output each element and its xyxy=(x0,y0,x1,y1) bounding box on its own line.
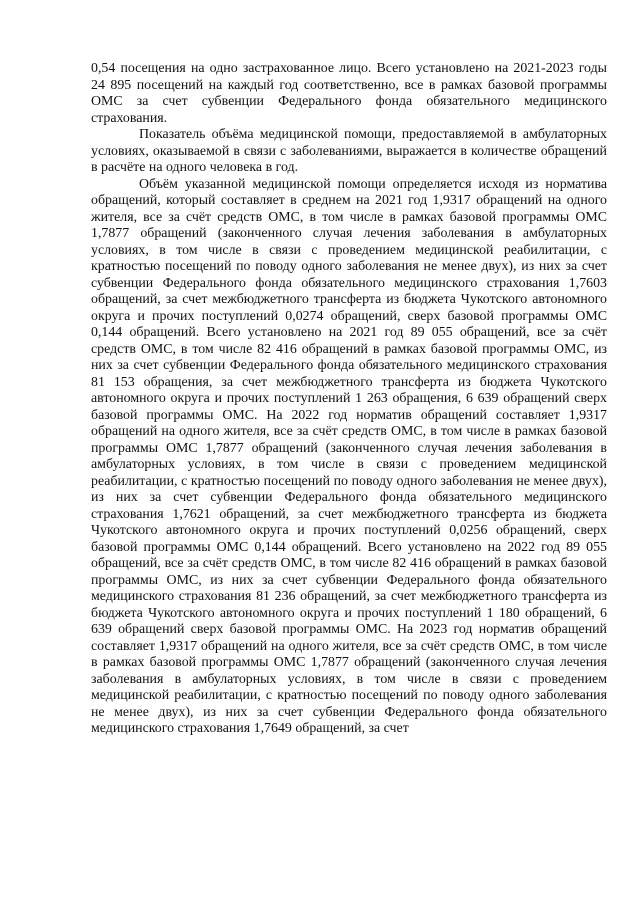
paragraph-3: Объём указанной медицинской помощи определяется исходя из норматива обращений, который составляет в среднем на 2021 год 1,9317 обращений на одного жителя, все за счёт средств ОМС, в том числе в рамках базовой программы ОМС 1,7877 обращений (законченного случая лечения заболевания в амбулаторных условиях, в том числе в связи с проведением медицинской реабилитации, с кратностью посещений по поводу одного заболевания не менее двух), из них за счет субвенции Федерального фонда обязательного медицинского страхования 1,7603 обращений, за счет межбюджетного трансферта из бюджета Чукотского автономного округа и прочих поступлений 0,0274 обращений, сверх базовой программы ОМС 0,144 обращений. Всего установлено на 2021 год 89 055 обращений, все за счёт средств ОМС, в том числе 82 416 обращений в рамках базовой программы ОМС, из них за счет субвенции Федерального фонда обязательного медицинского страхования 81 153 обращения, за счет межбюджетного трансферта из бюджета Чукотского автономного округа и прочих поступлений 1 263 обращения, 6 639 обращений сверх базовой программы ОМС. На 2022 год норматив обращений составляет 1,9317 обращений на одного жителя, все за счёт средств ОМС, в том числе в рамках базовой программы ОМС 1,7877 обращений (законченного случая лечения заболевания в амбулаторных условиях, в том числе в связи с проведением медицинской реабилитации, с кратностью посещений по поводу одного заболевания не менее двух), из них за счет субвенции Федерального фонда обязательного медицинского страхования 1,7621 обращений, за счет межбюджетного трансферта из бюджета Чукотского автономного округа и прочих поступлений 0,0256 обращений, сверх базовой программы ОМС 0,144 обращений. Всего установлено на 2022 год 89 055 обращений, все за счёт средств ОМС, в том числе 82 416 обращений в рамках базовой программы ОМС, из них за счет субвенции Федерального фонда обязательного медицинского страхования 81 236 обращений, за счет межбюджетного трансферта из бюджета Чукотского автономного округа и прочих поступлений 1 180 обращений, 6 639 обращений сверх базовой программы ОМС. На 2023 год норматив обращений составляет 1,9317 обращений на одного жителя, все за счёт средств ОМС, в том числе в рамках базовой программы ОМС 1,7877 обращений (законченного случая лечения заболевания в амбулаторных условиях, в том числе в связи с проведением медицинской реабилитации, с кратностью посещений по поводу одного заболевания не менее двух), из них за счет субвенции Федерального фонда обязательного медицинского страхования 1,7649 обращений, за счет xyxy=(91,176,607,736)
document-body xyxy=(91,61,607,738)
paragraph-1: 0,54 посещения на одно застрахованное лицо. Всего установлено на 2021-2023 годы 24 895 посещений на каждый год соответственно, все в рамках базовой программы ОМС за счет субвенции Федерального фонда обязательного медицинского страхования. xyxy=(91,61,607,126)
paragraph-2: Показатель объёма медицинской помощи, предоставляемой в амбулаторных условиях, оказываемой в связи с заболеваниями, выражается в количестве обращений в расчёте на одного человека в год. xyxy=(91,127,607,175)
